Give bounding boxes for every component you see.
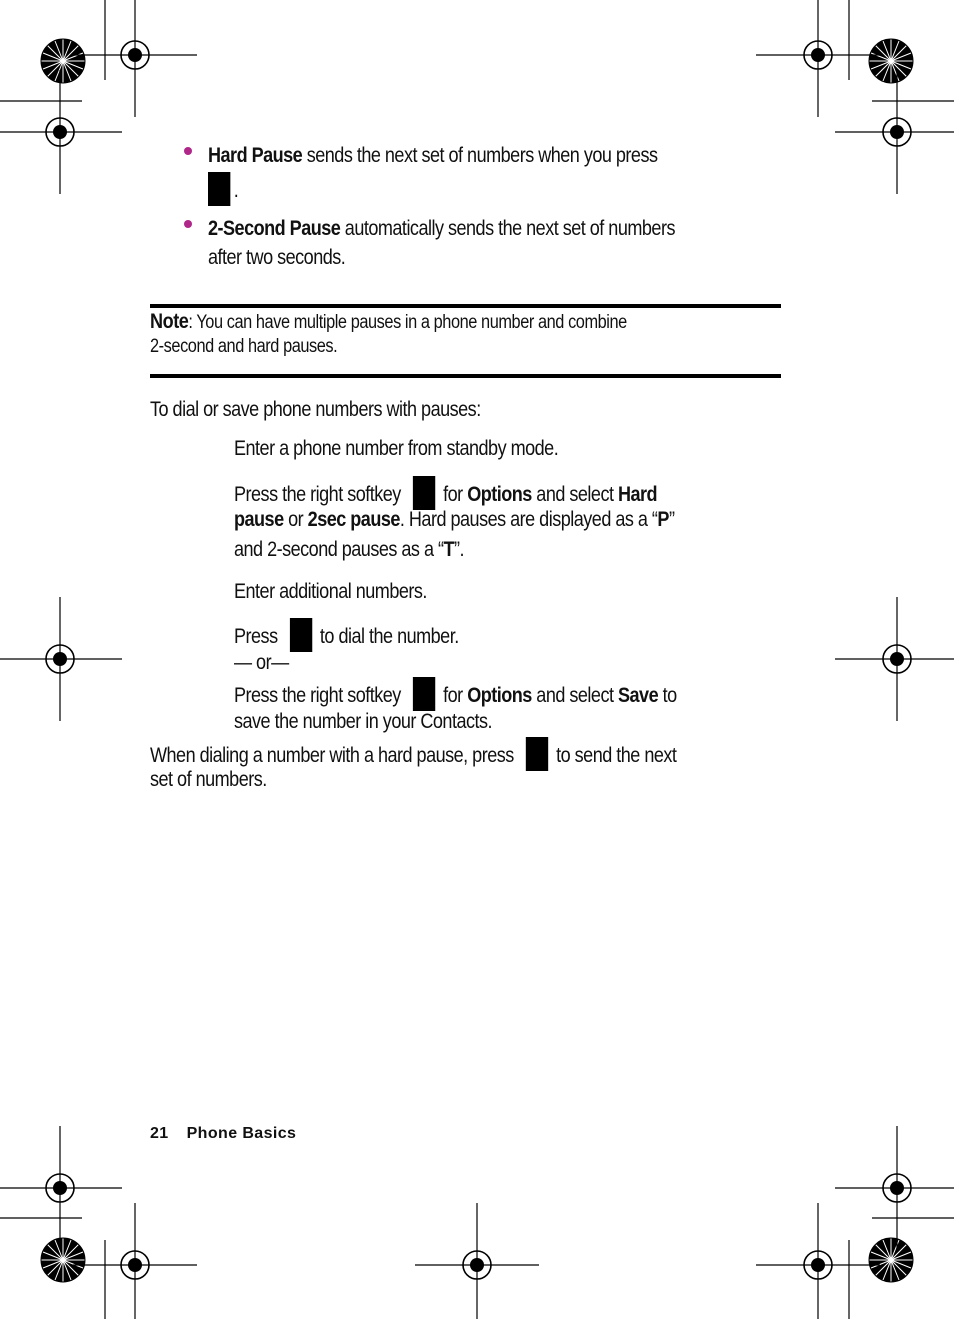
step-4-or: — or—: [234, 651, 289, 674]
bullet-2sec-pause-line2: after two seconds.: [208, 246, 346, 269]
closing-text: When dialing a number with a hard pause, press to send the next: [150, 737, 676, 771]
note-rule-top: [150, 304, 781, 308]
step-3: Enter additional numbers.: [234, 580, 427, 603]
bullet-2sec-pause: 2-Second Pause automatically sends the next set of numbers: [208, 217, 675, 240]
intro-text: To dial or save phone numbers with pauses:: [150, 398, 481, 421]
note-label: Note: [150, 310, 189, 333]
send-key-icon: [290, 618, 312, 652]
term-2sec-pause: 2-Second Pause: [208, 217, 341, 240]
step-1: Enter a phone number from standby mode.: [234, 437, 559, 460]
step-4: Press to dial the number.: [234, 618, 459, 652]
term-hard-pause: Hard Pause: [208, 144, 303, 167]
step-2-line2: pause or 2sec pause. Hard pauses are displayed as a “P”: [234, 508, 675, 531]
section-title: Phone Basics: [186, 1125, 297, 1142]
right-softkey-icon: [413, 677, 435, 711]
send-key-icon: [526, 737, 548, 771]
bullet-dot: [184, 220, 192, 228]
step-2-line3: and 2-second pauses as a “T”.: [234, 538, 465, 561]
note: Note: You can have multiple pauses in a phone number and combine 2-second and hard pauses.: [150, 310, 627, 357]
bullet-dot: [184, 147, 192, 155]
step-4-alt-line2: save the number in your Contacts.: [234, 710, 493, 733]
note-rule-bottom: [150, 374, 781, 378]
step-2: Press the right softkey for Options and select Hard: [234, 476, 657, 510]
page-number: 21: [150, 1125, 169, 1142]
send-key-icon: [208, 172, 230, 206]
closing-text-line2: set of numbers.: [150, 768, 267, 791]
step-4-alt: Press the right softkey for Options and select Save to: [234, 677, 677, 711]
page-footer: [150, 1125, 296, 1143]
bullet-hard-pause: Hard Pause sends the next set of numbers when you press: [208, 144, 658, 167]
bullet-hard-pause-line2: .: [208, 172, 238, 206]
